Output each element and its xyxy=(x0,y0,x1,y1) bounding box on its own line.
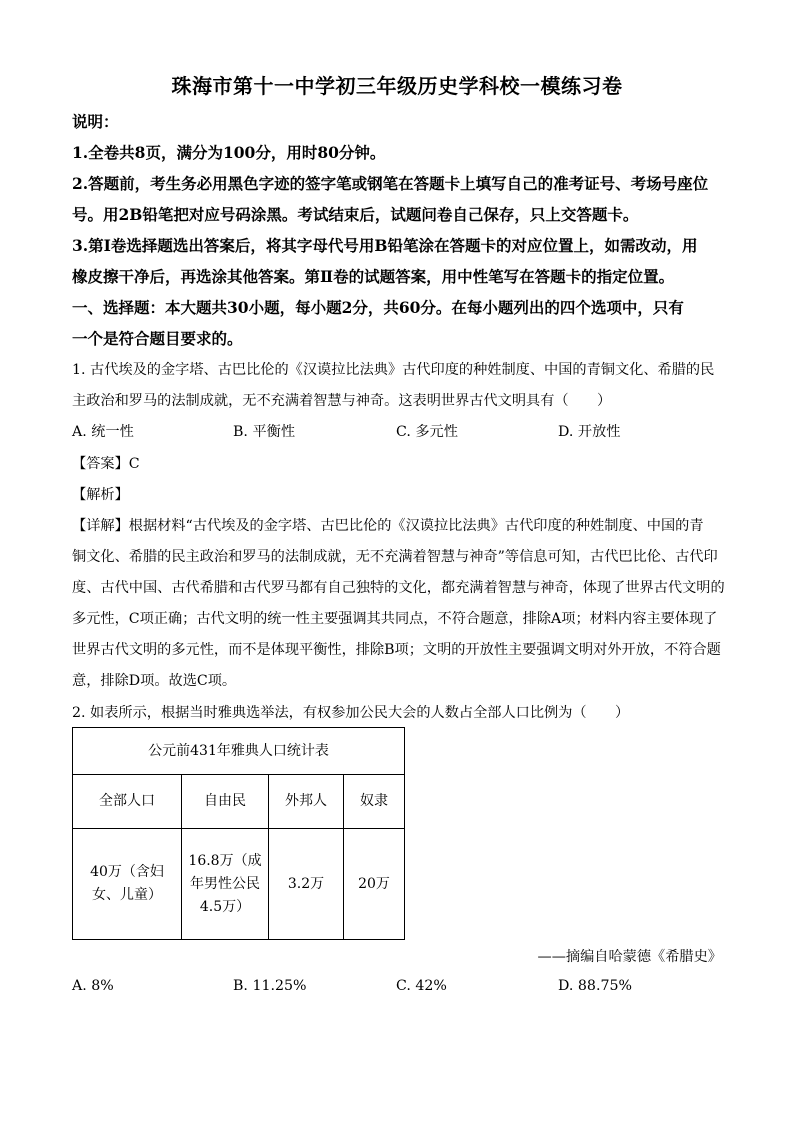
population-table xyxy=(72,727,405,940)
q1-option-d: D. 开放性 xyxy=(558,424,621,440)
instruction-1: 1.全卷共8页，满分为100分，用时80分钟。 xyxy=(72,143,386,162)
q2-option-a: A. 8% xyxy=(72,978,114,994)
instruction-2-line-1: 2.答题前，考生务必用黑色字迹的签字笔或钢笔在答题卡上填写自己的准考证号、考场号座位 xyxy=(72,174,709,193)
q1-detail-line-3: 度、古代中国、古代希腊和古代罗马都有自己独特的文化，都充满着智慧与神奇，体现了世界古代文明的 xyxy=(72,580,725,596)
q2-option-c: C. 42% xyxy=(396,978,447,994)
q1-option-a: A. 统一性 xyxy=(72,424,134,440)
q1-analysis-label: 【解析】 xyxy=(72,487,129,503)
table-header-slaves: 奴隶 xyxy=(344,775,405,829)
q1-option-b: B. 平衡性 xyxy=(233,424,296,440)
instruction-3-line-1: 3.第Ⅰ卷选择题选出答案后，将其字母代号用B铅笔涂在答题卡的对应位置上，如需改动，用 xyxy=(72,236,698,255)
q1-detail-line-6: 意，排除D项。故选C项。 xyxy=(72,673,237,689)
table-caption: 公元前431年雅典人口统计表 xyxy=(73,728,405,775)
q1-option-c: C. 多元性 xyxy=(396,424,458,440)
q2-option-d: D. 88.75% xyxy=(558,978,632,994)
table-cell-slaves: 20万 xyxy=(344,829,405,940)
q2-stem: 2. 如表所示，根据当时雅典选举法，有权参加公民大会的人数占全部人口比例为（ ） xyxy=(72,705,630,721)
table-header-total: 全部人口 xyxy=(73,775,182,829)
page-title: 珠海市第十一中学初三年级历史学科校一模练习卷 xyxy=(171,74,623,98)
table-source: ——摘编自哈蒙德《希腊史》 xyxy=(537,949,722,965)
q1-stem-line-1: 1. 古代埃及的金字塔、古巴比伦的《汉谟拉比法典》古代印度的种姓制度、中国的青铜文化、希腊的民 xyxy=(72,362,715,378)
table-cell-foreigners: 3.2万 xyxy=(269,829,344,940)
q2-option-b: B. 11.25% xyxy=(233,978,307,994)
instruction-3-line-2: 橡皮擦干净后，再选涂其他答案。第Ⅱ卷的试题答案，用中性笔写在答题卡的指定位置。 xyxy=(72,267,675,286)
q1-detail-line-5: 世界古代文明的多元性，而不是体现平衡性，排除B项；文明的开放性主要强调文明对外开放，不符合题 xyxy=(72,642,721,658)
instruction-2-line-2: 号。用2B铅笔把对应号码涂黑。考试结束后，试题问卷自己保存，只上交答题卡。 xyxy=(72,205,639,224)
table-cell-free: 16.8万（成 年男性公民 4.5万） xyxy=(182,829,269,940)
table-cell-total: 40万（含妇 女、儿童） xyxy=(73,829,182,940)
q1-answer: 【答案】C xyxy=(72,456,140,472)
section-heading-line-2: 一个是符合题目要求的。 xyxy=(72,329,243,348)
q1-stem-line-2: 主政治和罗马的法制成就，无不充满着智慧与神奇。这表明世界古代文明具有（ ） xyxy=(72,393,612,409)
q1-detail-line-2: 铜文化、希腊的民主政治和罗马的法制成就，无不充满着智慧与神奇”等信息可知，古代巴比伦、古代印 xyxy=(72,549,718,565)
table-header-foreigners: 外邦人 xyxy=(269,775,344,829)
table-header-free: 自由民 xyxy=(182,775,269,829)
section-heading-line-1: 一、选择题：本大题共30小题，每小题2分，共60分。在每小题列出的四个选项中，只有 xyxy=(72,298,684,317)
q1-detail-line-4: 多元性，C项正确；古代文明的统一性主要强调其共同点，不符合题意，排除A项；材料内容主要体现了 xyxy=(72,611,718,627)
q1-detail-line-1: 【详解】根据材料“古代埃及的金字塔、古巴比伦的《汉谟拉比法典》古代印度的种姓制度、中国的青 xyxy=(72,518,704,534)
instructions-heading: 说明： xyxy=(72,112,119,131)
